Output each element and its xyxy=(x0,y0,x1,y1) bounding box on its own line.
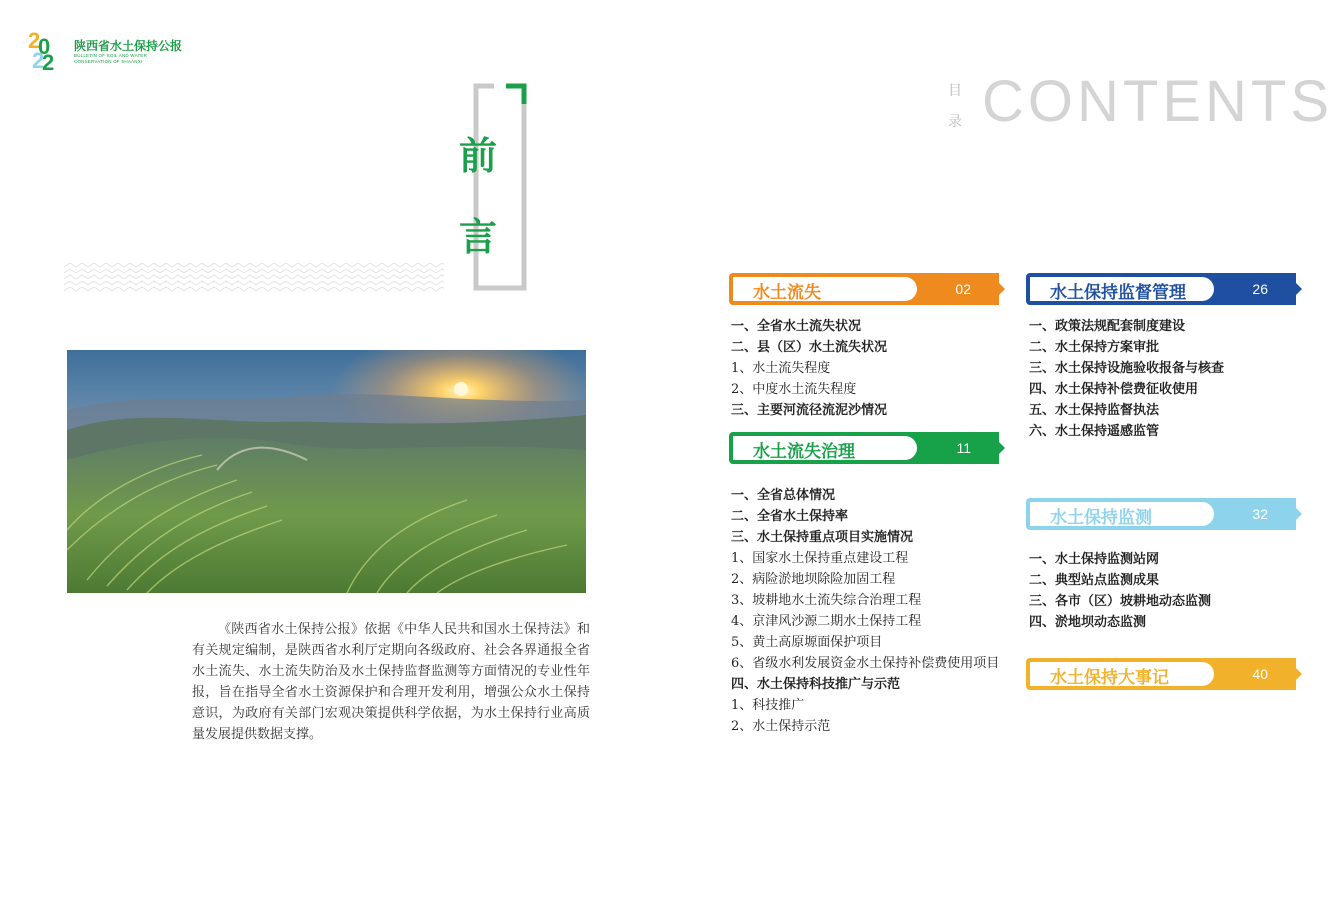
preface-heading-1: 前 xyxy=(459,133,498,178)
toc-item[interactable]: 三、水土保持设施验收报备与核查 xyxy=(1029,361,1225,376)
toc-item[interactable]: 三、水土保持重点项目实施情况 xyxy=(731,530,914,545)
toc-item[interactable]: 二、全省水土保持率 xyxy=(731,509,849,524)
section-page-number: 32 xyxy=(1252,506,1268,522)
toc-item[interactable]: 2、水土保持示范 xyxy=(731,719,831,734)
section-title: 水土保持大事记 xyxy=(1050,668,1169,688)
toc-item[interactable]: 3、坡耕地水土流失综合治理工程 xyxy=(731,593,922,608)
section-title: 水土流失治理 xyxy=(753,442,855,462)
section-page-number: 40 xyxy=(1252,666,1268,682)
toc-list-supervision xyxy=(1029,316,1224,442)
banner-arrow-tip xyxy=(999,442,1005,454)
toc-list-erosion-control xyxy=(731,485,999,737)
toc-item[interactable]: 5、黄土高原塬面保护项目 xyxy=(731,635,883,650)
toc-item[interactable]: 一、水土保持监测站网 xyxy=(1029,552,1160,567)
toc-item[interactable]: 2、中度水土流失程度 xyxy=(731,382,857,397)
toc-item[interactable]: 六、水土保持遥感监管 xyxy=(1029,424,1160,439)
toc-item[interactable]: 6、省级水利发展资金水土保持补偿费使用项目 xyxy=(731,656,1000,671)
banner-arrow-tip xyxy=(999,283,1005,295)
toc-item[interactable]: 五、水土保持监督执法 xyxy=(1029,403,1160,418)
toc-item[interactable]: 一、全省水土流失状况 xyxy=(731,319,862,334)
toc-item[interactable]: 四、水土保持补偿费征收使用 xyxy=(1029,382,1199,397)
toc-item[interactable]: 二、县（区）水土流失状况 xyxy=(731,340,888,355)
toc-item[interactable]: 四、水土保持科技推广与示范 xyxy=(731,677,901,692)
decorative-wave-pattern xyxy=(64,263,444,293)
logo-subtitle: BULLETIN OF SOIL AND WATER CONSERVATION OF SHAANXI xyxy=(74,53,148,64)
preface-intro-text: 《陕西省水土保持公报》依据《中华人民共和国水土保持法》和有关规定编制，是陕西省水利厅定期向各级政府、社会各界通报全省水土流失、水土流失防治及水土保持监督监测等方面情况的专业性年报，旨在指导全省水土资源保护和合理开发利用，增强公众水土保持意识，为政府有关部门宏观决策提供科学依据，为水土保持行业高质量发展提供数据支撑。 xyxy=(192,622,590,742)
terraced-hills-sunset-photo xyxy=(67,350,586,593)
svg-text:2: 2 xyxy=(28,28,41,53)
section-title: 水土保持监督管理 xyxy=(1050,283,1186,303)
svg-text:2: 2 xyxy=(42,50,55,72)
toc-item[interactable]: 一、全省总体情况 xyxy=(731,488,836,503)
banner-arrow-tip xyxy=(1296,668,1302,680)
toc-item[interactable]: 4、京津风沙源二期水土保持工程 xyxy=(731,614,922,629)
toc-item[interactable]: 二、典型站点监测成果 xyxy=(1029,573,1160,588)
svg-text:0: 0 xyxy=(38,34,51,59)
toc-item[interactable]: 1、国家水土保持重点建设工程 xyxy=(731,551,909,566)
toc-list-soil-erosion xyxy=(731,316,887,421)
section-title: 水土流失 xyxy=(753,283,821,303)
logo-title: 陕西省水土保持公报 xyxy=(74,39,183,53)
banner-arrow-tip xyxy=(1296,508,1302,520)
preface-heading-2: 言 xyxy=(459,214,498,259)
section-banner-monitoring[interactable] xyxy=(1026,498,1296,530)
banner-arrow-tip xyxy=(1296,283,1302,295)
toc-item[interactable]: 三、各市（区）坡耕地动态监测 xyxy=(1029,594,1212,609)
contents-label-cn: 目 录 xyxy=(948,83,962,130)
section-banner-soil-erosion[interactable] xyxy=(729,273,999,305)
svg-text:2: 2 xyxy=(32,48,45,72)
section-banner-supervision[interactable] xyxy=(1026,273,1296,305)
section-page-number: 26 xyxy=(1252,281,1268,297)
toc-item[interactable]: 2、病险淤地坝除险加固工程 xyxy=(731,572,896,587)
toc-item[interactable]: 1、科技推广 xyxy=(731,698,805,713)
toc-item[interactable]: 三、主要河流径流泥沙情况 xyxy=(731,403,888,418)
section-page-number: 11 xyxy=(956,440,971,456)
toc-item[interactable]: 一、政策法规配套制度建设 xyxy=(1029,319,1186,334)
contents-heading: CONTENTS xyxy=(982,69,1333,134)
section-title: 水土保持监测 xyxy=(1050,508,1152,528)
section-banner-events[interactable] xyxy=(1026,658,1296,690)
toc-item[interactable]: 1、水土流失程度 xyxy=(731,361,831,376)
section-banner-erosion-control[interactable] xyxy=(729,432,999,464)
section-page-number: 02 xyxy=(955,281,971,297)
toc-item[interactable]: 四、淤地坝动态监测 xyxy=(1029,615,1147,630)
logo-2022-emblem xyxy=(26,24,74,72)
toc-list-monitoring xyxy=(1029,549,1211,633)
toc-item[interactable]: 二、水土保持方案审批 xyxy=(1029,340,1160,355)
